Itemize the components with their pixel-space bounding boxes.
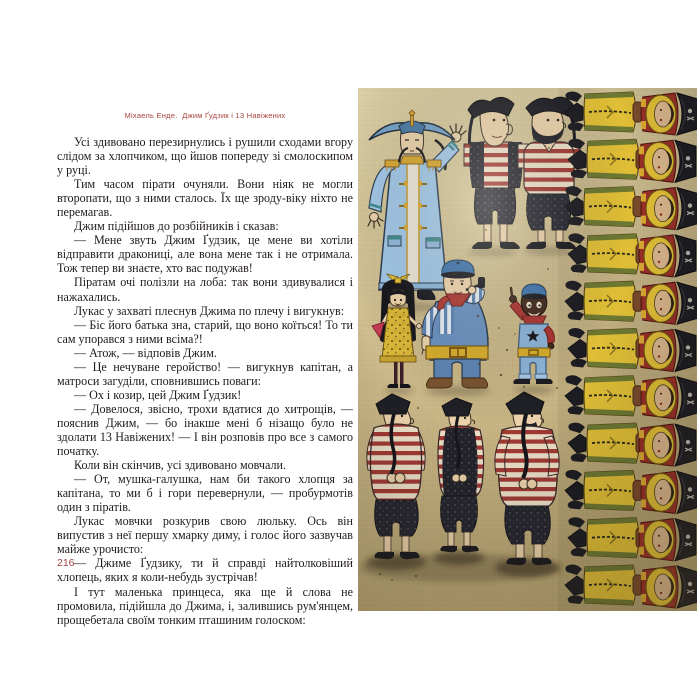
paragraph: — Це нечуване геройство! — вигукнув капітан, а матроси загуділи, сповнившись поваги: <box>57 359 353 388</box>
paragraph: — Мене звуть Джим Ґудзик, це мене ви хотіли відправити дракониці, але вона мене так і не отримала. Тож тепер ви знаєте, хто вас подужав! <box>57 233 353 276</box>
paragraph: Лукас мовчки розкурив свою люльку. Ось він випустив з неї першу хмарку диму, і голос його зазвучав майже урочисто: <box>57 514 353 557</box>
right-page <box>358 88 697 611</box>
paragraph: — Довелося, звісно, трохи вдатися до хитрощів, — пояснив Джим, — бо інакше мені б нізащо було не здолати 13 Навіжених! — І він розповів про все з самого початку. <box>57 401 353 459</box>
body-text <box>57 135 353 627</box>
paragraph: — От, мушка-галушка, нам би такого хлопця за капітана, то ми б і гори перевернули, — пробурмотів один з піратів. <box>57 472 353 515</box>
page-number: 216 <box>57 557 75 569</box>
left-page <box>57 111 353 627</box>
paragraph: Лукас у захваті плеснув Джима по плечу і вигукнув: <box>74 303 345 318</box>
paragraph: — Біс його батька зна, старий, що воно коїться! То ти сам упорався з ними всіма?! <box>57 317 353 346</box>
paragraph: Джим підійшов до розбійників і сказав: <box>74 219 279 234</box>
paragraph: — Атож, — відповів Джим. <box>74 345 217 360</box>
running-header: Міхаель Енде. Джим Ґудзик і 13 Навіжених <box>124 111 286 120</box>
paragraph: Усі здивовано перезирнулись і рушили сходами вгору слідом за хлопчиком, що йшов попереду зі смолоскипом у руці. <box>57 135 353 178</box>
paragraph: Коли він скінчив, усі здивовано мовчали. <box>74 458 286 473</box>
paragraph: — Джиме Ґудзику, ти й справді найтолковіший хлопець, яких я коли-небудь зустрічав! <box>57 556 353 585</box>
paragraph: І тут маленька принцеса, яка ще й слова не промовила, підійшла до Джима, і, залившись рум'янцем, прощебетала своїм тонким пташиним голоском: <box>57 584 353 627</box>
illustration <box>358 88 697 611</box>
paragraph: Тим часом пірати очуняли. Вони ніяк не могли второпати, що з ними сталось. Їх ще зроду-віку ніхто не перемагав. <box>57 177 353 220</box>
paragraph: Піратам очі полізли на лоба: так вони здивувалися і нажахались. <box>57 275 353 304</box>
vignette <box>358 88 697 611</box>
paragraph: — Ох і козир, цей Джим Ґудзик! <box>74 387 242 402</box>
